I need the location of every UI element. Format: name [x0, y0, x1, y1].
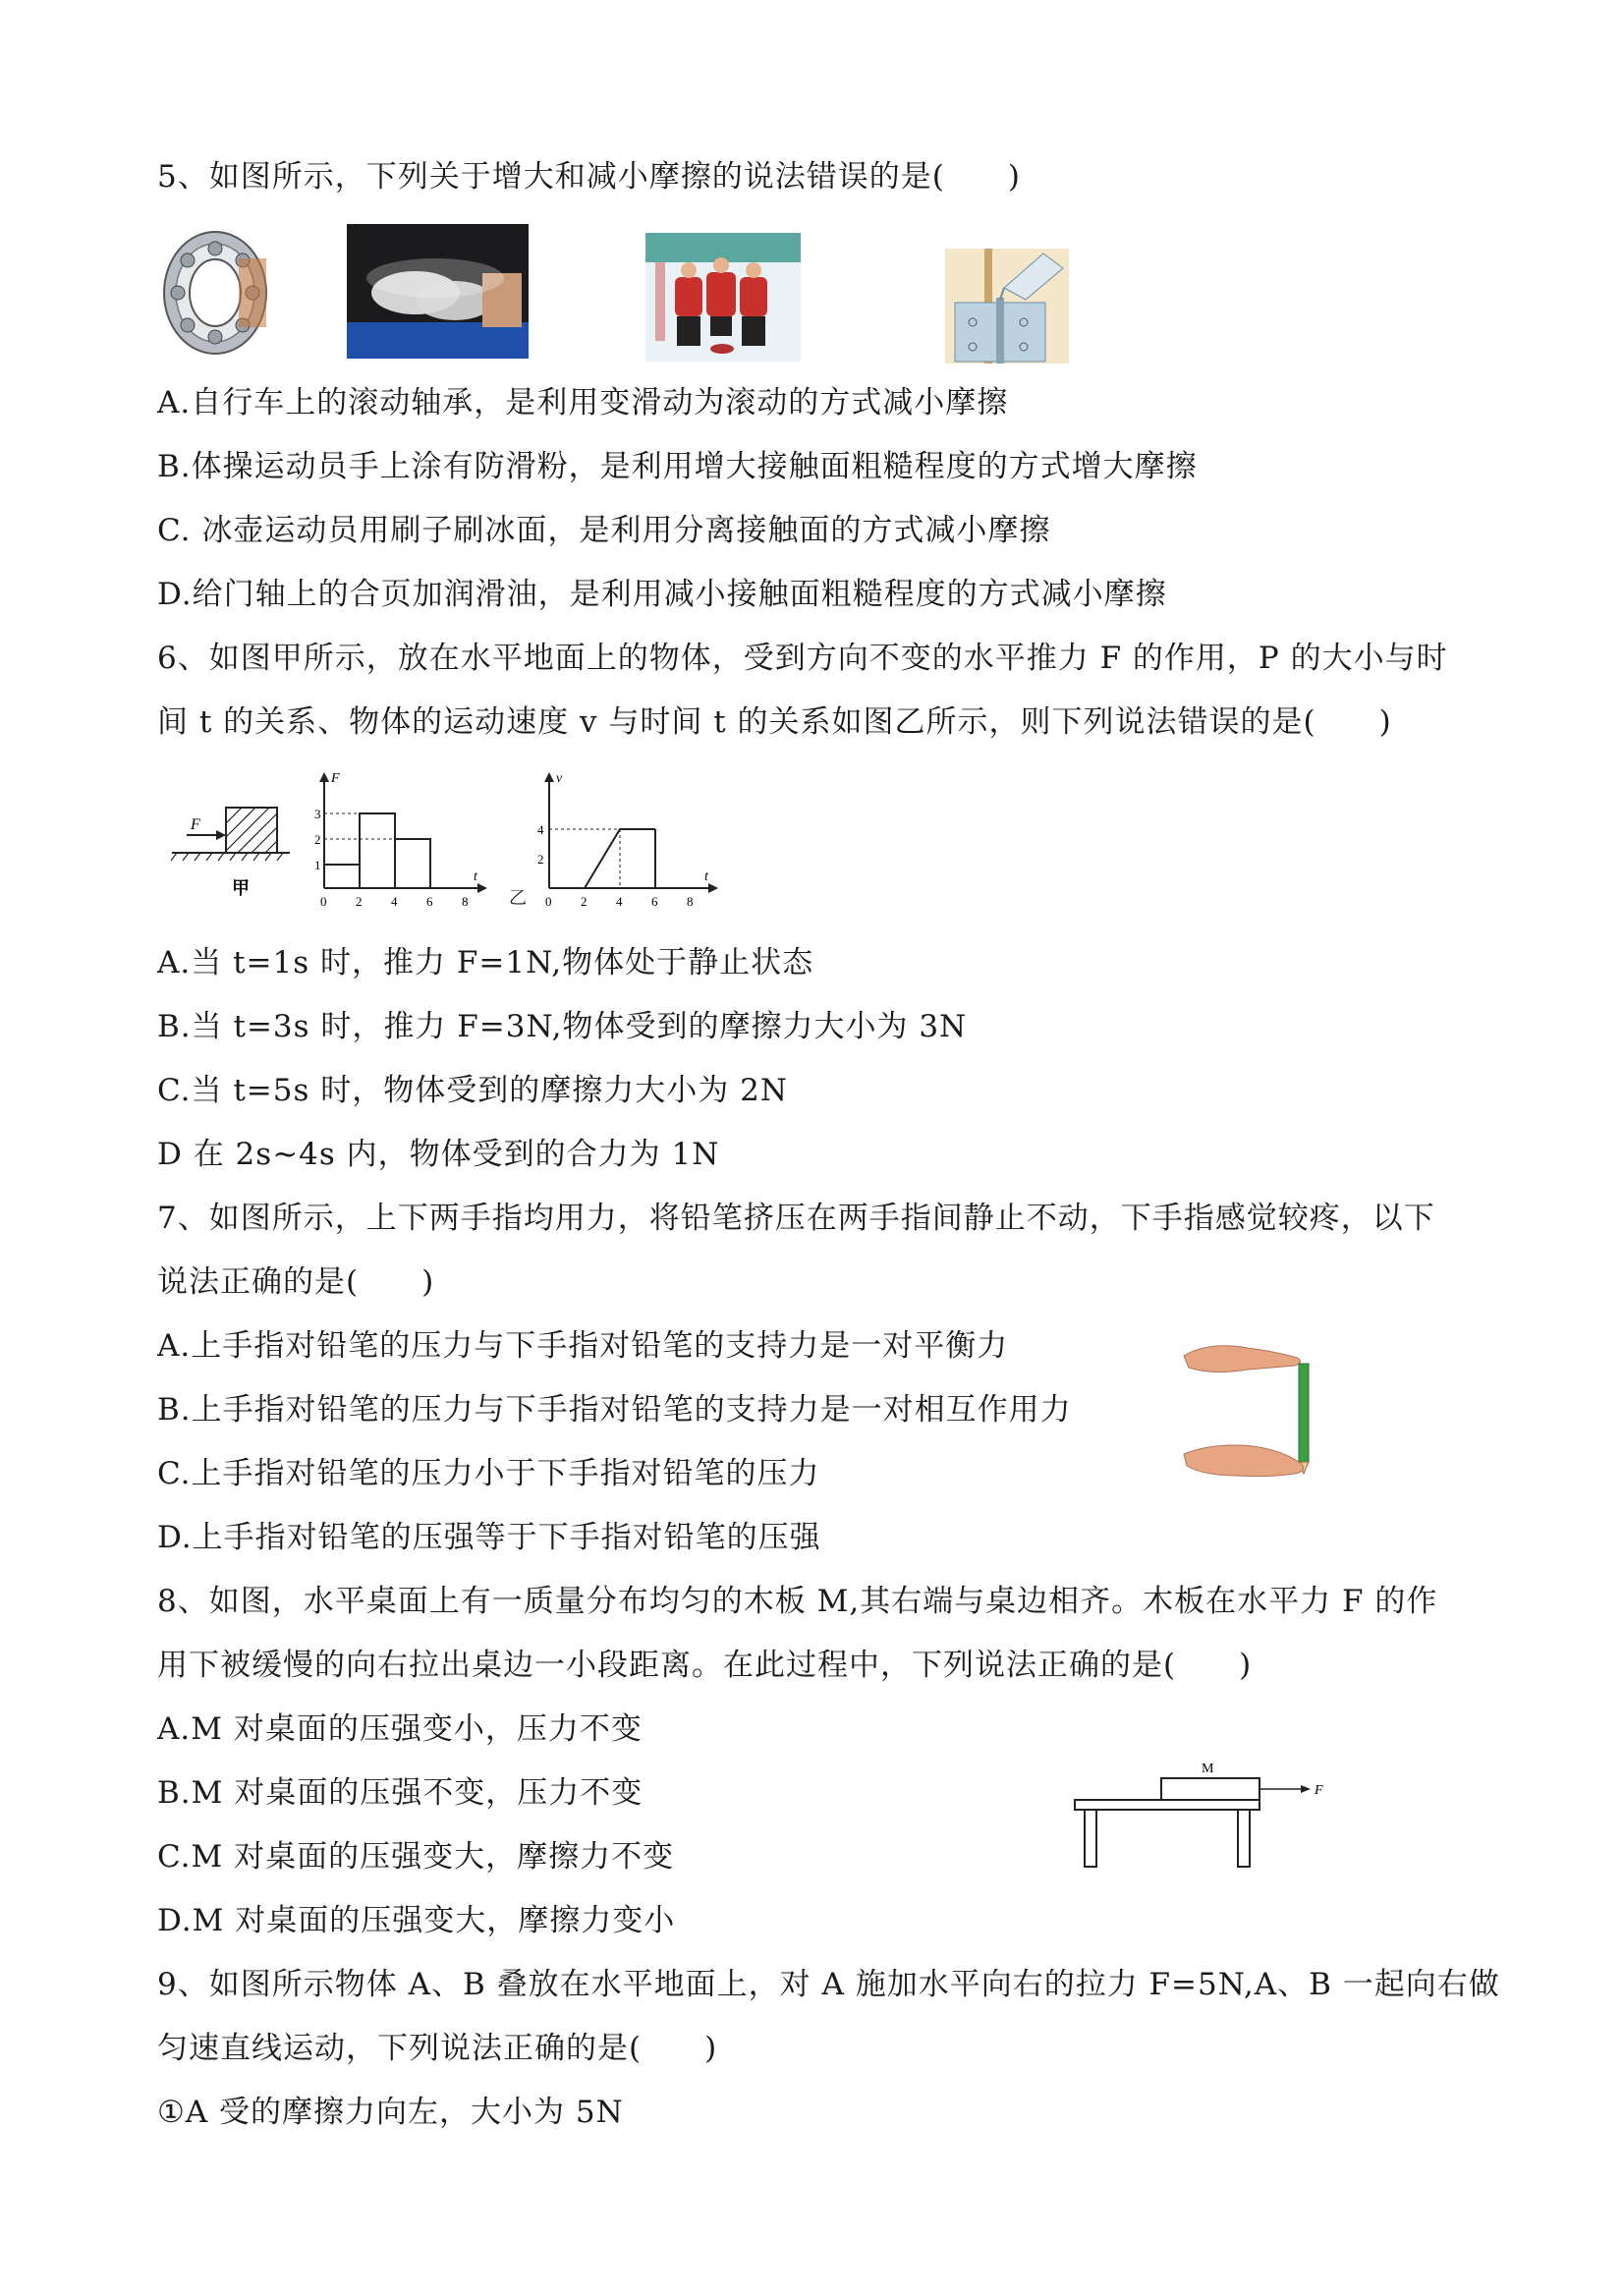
svg-text:6: 6 — [651, 894, 658, 909]
svg-text:0: 0 — [545, 894, 552, 909]
bearing-image — [160, 229, 270, 357]
q5-option-c: C. 冰壶运动员用刷子刷冰面，是利用分离接触面的方式减小摩擦 — [157, 513, 1051, 548]
q6-option-b: B.当 t=3s 时，推力 F=3N,物体受到的摩擦力大小为 3N — [157, 1009, 968, 1044]
q7-option-d: D.上手指对铅笔的压强等于下手指对铅笔的压强 — [157, 1520, 821, 1555]
svg-text:8: 8 — [462, 894, 469, 909]
q8-option-d: D.M 对桌面的压强变大，摩擦力变小 — [157, 1903, 676, 1938]
q6-option-c: C.当 t=5s 时，物体受到的摩擦力大小为 2N — [157, 1073, 788, 1108]
q5-stem: 5、如图所示，下列关于增大和减小摩擦的说法错误的是( ) — [157, 159, 1021, 195]
q8-board-label: M — [1202, 1762, 1214, 1776]
svg-text:4: 4 — [616, 894, 623, 909]
svg-text:t: t — [704, 869, 708, 884]
svg-text:v: v — [556, 771, 563, 786]
q6-figure-jia — [167, 786, 295, 904]
q5-option-d: D.给门轴上的合页加润滑油，是利用减小接触面粗糙程度的方式减小摩擦 — [157, 577, 1167, 612]
svg-text:4: 4 — [537, 822, 544, 837]
hinge-oil-image — [945, 249, 1069, 364]
q7-option-a: A.上手指对铅笔的压力与下手指对铅笔的支持力是一对平衡力 — [157, 1328, 1009, 1364]
q9-option-1: ①A 受的摩擦力向左，大小为 5N — [157, 2095, 624, 2130]
svg-text:2: 2 — [356, 894, 363, 909]
q6-stem-line2: 间 t 的关系、物体的运动速度 v 与时间 t 的关系如图乙所示，则下列说法错误的是( ) — [157, 704, 1392, 740]
q6-vt-graph — [535, 768, 722, 914]
q6-label-yi: 乙 — [509, 888, 528, 909]
q8-stem-line1: 8、如图，水平桌面上有一质量分布均匀的木板 M,其右端与桌边相齐。木板在水平力 F 的作 — [157, 1584, 1438, 1619]
q6-ft-graph — [314, 768, 491, 914]
svg-text:t: t — [474, 869, 477, 884]
svg-text:1: 1 — [314, 858, 321, 872]
q8-force-label: F — [1315, 1783, 1323, 1798]
svg-text:8: 8 — [687, 894, 694, 909]
svg-text:3: 3 — [314, 807, 321, 821]
q5-option-a: A.自行车上的滚动轴承，是利用变滑动为滚动的方式减小摩擦 — [157, 385, 1009, 420]
svg-text:4: 4 — [391, 894, 398, 909]
q6-force-label: F — [191, 816, 200, 833]
q9-stem-line2: 匀速直线运动，下列说法正确的是( ) — [157, 2031, 718, 2066]
chalk-hands-image — [347, 224, 529, 359]
q7-option-c: C.上手指对铅笔的压力小于下手指对铅笔的压力 — [157, 1456, 820, 1491]
q6-stem-line1: 6、如图甲所示，放在水平地面上的物体，受到方向不变的水平推力 F 的作用，P 的大小与时 — [157, 641, 1448, 676]
svg-text:2: 2 — [314, 832, 321, 847]
q9-stem-line1: 9、如图所示物体 A、B 叠放在水平地面上，对 A 施加水平向右的拉力 F=5N,A、B 一起向右做 — [157, 1967, 1500, 2002]
q8-option-a: A.M 对桌面的压强变小，压力不变 — [157, 1711, 643, 1747]
svg-text:0: 0 — [320, 894, 327, 909]
q8-option-c: C.M 对桌面的压强变大，摩擦力不变 — [157, 1839, 675, 1875]
pencil-fingers-image — [1179, 1336, 1321, 1484]
svg-text:2: 2 — [537, 852, 544, 867]
q7-stem-line2: 说法正确的是( ) — [157, 1264, 435, 1300]
svg-text:2: 2 — [581, 894, 588, 909]
svg-text:F: F — [331, 771, 340, 786]
svg-text:6: 6 — [426, 894, 433, 909]
q8-table-figure — [1071, 1759, 1336, 1872]
q5-option-b: B.体操运动员手上涂有防滑粉，是利用增大接触面粗糙程度的方式增大摩擦 — [157, 449, 1198, 484]
q6-label-jia: 甲 — [232, 878, 250, 898]
q6-option-d: D 在 2s~4s 内，物体受到的合力为 1N — [157, 1137, 720, 1172]
q6-option-a: A.当 t=1s 时，推力 F=1N,物体处于静止状态 — [157, 945, 814, 980]
q7-option-b: B.上手指对铅笔的压力与下手指对铅笔的支持力是一对相互作用力 — [157, 1392, 1072, 1428]
curling-image — [645, 233, 801, 362]
q7-stem-line1: 7、如图所示，上下两手指均用力，将铅笔挤压在两手指间静止不动，下手指感觉较疼，以下 — [157, 1201, 1435, 1236]
q8-stem-line2: 用下被缓慢的向右拉出桌边一小段距离。在此过程中，下列说法正确的是( ) — [157, 1648, 1253, 1683]
q8-option-b: B.M 对桌面的压强不变，压力不变 — [157, 1775, 644, 1811]
